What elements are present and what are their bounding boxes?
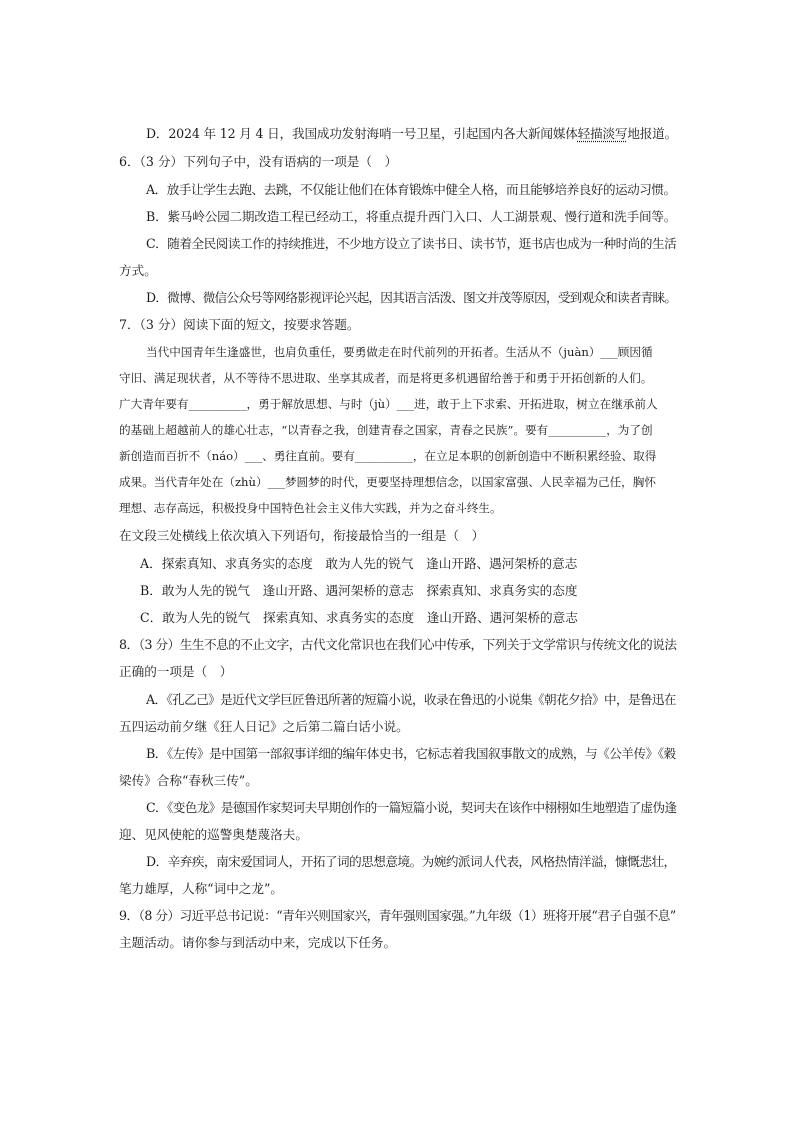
q6-stem: 6．（3 分）下列句子中，没有语病的一项是（ ）: [119, 154, 398, 169]
q8-option-c-cont: 迎、见风使舵的巡警奥楚蔑洛夫。: [119, 827, 308, 842]
q7-passage-line: 新创造而百折不（náo）___、勇往直前。要有__________，在立足本职的创新创造中不断积累经验、取得: [119, 449, 657, 463]
q7-passage-line: 当代中国青年生逢盛世，也肩负重任，要勇做走在时代前列的开拓者。生活从不（juàn）___顾因循: [146, 345, 653, 359]
q5-option-d-dotted-word: 轻描淡写: [577, 126, 628, 141]
q7-passage-line: 守旧、满足现状者，从不等待不思进取、坐享其成者，而是将更多机遇留给善于和勇于开拓创新的人们。: [119, 371, 653, 385]
q6-option-b: B．紫马岭公园二期改造工程已经动工，将重点提升西门入口、人工湖景观、慢行道和洗手间等。: [146, 209, 677, 224]
q6-option-c: C．随着全民阅读工作的持续推进，不少地方设立了读书日、读书节，逛书店也成为一种时尚的生活: [146, 236, 677, 251]
q8-option-c: C．《变色龙》是德国作家契诃夫早期创作的一篇短篇小说，契诃夫在该作中栩栩如生地塑造了虚伪逢: [146, 800, 677, 815]
q8-option-d-cont: 笔力雄厚，人称“词中之龙”。: [119, 881, 284, 896]
q7-stem: 7．（3 分）阅读下面的短文，按要求答题。: [119, 317, 360, 332]
q5-option-d-before: D．2024 年 12 月 4 日，我国成功发射海哨一号卫星，引起国内各大新闻媒体: [146, 126, 578, 141]
q8-option-b-cont: 梁传》合称“春秋三传”。: [119, 773, 258, 788]
q8-option-b: B．《左传》是中国第一部叙事详细的编年体史书，它标志着我国叙事散文的成熟，与《公羊传》《穀: [146, 746, 676, 761]
q6-option-c-cont: 方式。: [119, 263, 157, 278]
q6-option-d: D．微博、微信公众号等网络影视评论兴起，因其语言活泼、图文并茂等原因，受到观众和读者青睐。: [146, 290, 677, 305]
q7-passage-line: 的基础上超越前人的雄心壮志，“以青春之我，创建青春之国家，青春之民族”。要有__________，为了创: [119, 423, 653, 437]
q5-option-d-after: 地报道。: [627, 126, 678, 141]
q7-option-c: C．敢为人先的锐气 探索真知、求真务实的态度 逢山开路、遇河架桥的意志: [140, 610, 578, 625]
q8-option-d: D．辛弃疾，南宋爱国词人，开拓了词的思想意境。为婉约派词人代表，风格热情洋溢，慷慨悲壮，: [146, 854, 676, 869]
q7-option-b: B．敢为人先的锐气 逢山开路、遇河架桥的意志 探索真知、求真务实的态度: [140, 583, 578, 598]
q9-stem-cont: 主题活动。请你参与到活动中来，完成以下任务。: [119, 935, 397, 950]
q8-stem-cont: 正确的一项是（ ）: [119, 664, 233, 679]
q7-option-a: A．探索真知、求真务实的态度 敢为人先的锐气 逢山开路、遇河架桥的意志: [140, 556, 578, 571]
q8-option-a: A．《孔乙己》是近代文学巨匠鲁迅所著的短篇小说，收录在鲁迅的小说集《朝花夕拾》中，是鲁迅在: [146, 692, 676, 707]
q7-question: 在文段三处横线上依次填入下列语句，衔接最恰当的一组是（ ）: [119, 528, 485, 543]
q8-option-a-cont: 五四运动前夕继《狂人日记》之后第二篇白话小说。: [119, 719, 409, 734]
q8-stem: 8．（3 分）生生不息的不止文字，古代文化常识也在我们心中传承，下列关于文学常识与传统文化的说法: [119, 637, 677, 652]
q7-passage-line: 理想、志存高远，积极投身中国特色社会主义伟大实践，并为之奋斗终生。: [119, 501, 502, 515]
q7-passage-line: 广大青年要有__________，勇于解放思想、与时（jù）___进，敢于上下求索、开拓进取，树立在继承前人: [119, 397, 658, 411]
q7-passage-line: 成果。当代青年处在（zhù）___梦圆梦的时代，更要坚持理想信念，以国家富强、人民幸福为己任，胸怀: [119, 475, 656, 489]
q9-stem: 9．（8 分）习近平总书记说：“青年兴则国家兴，青年强则国家强。”九年级（1）班将开展“君子自强不息”: [119, 908, 676, 923]
q5-option-d: [146, 125, 677, 143]
q6-option-a: A．放手让学生去跑、去跳，不仅能让他们在体育锻炼中健全人格，而且能够培养良好的运动习惯。: [146, 182, 676, 197]
